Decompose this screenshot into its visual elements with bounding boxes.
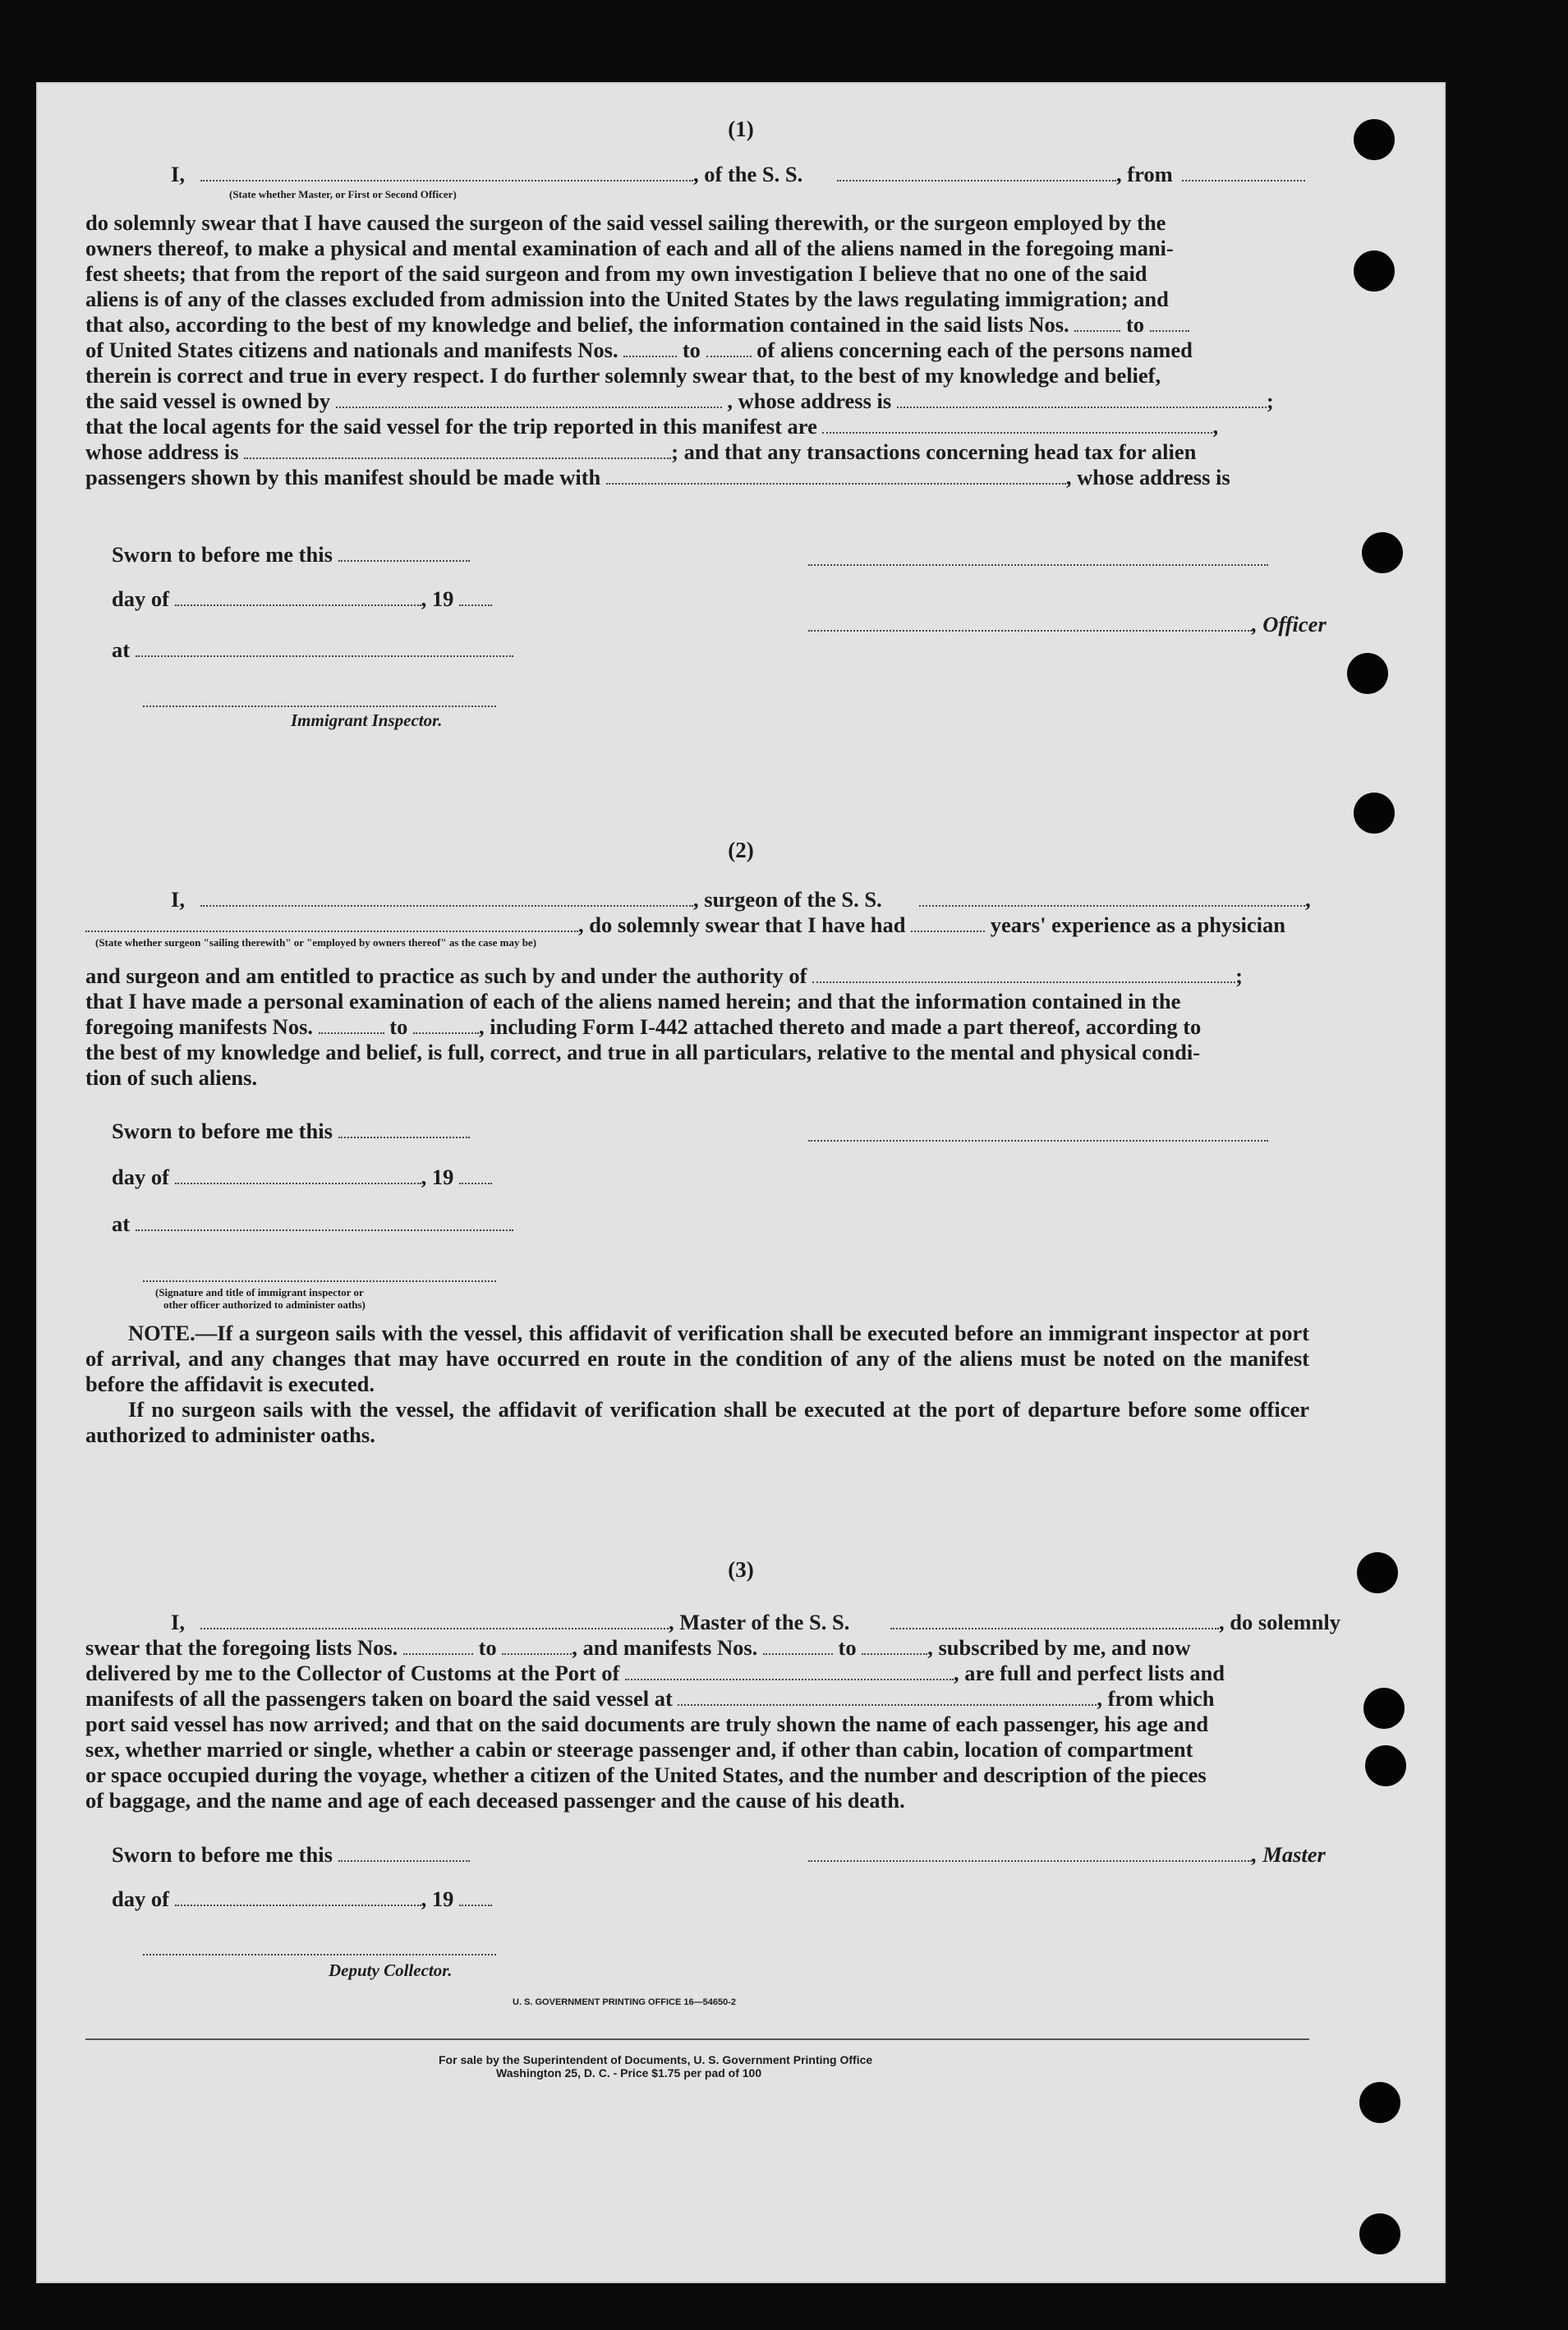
s2-p-line2: that I have made a personal examination of each of the aliens named herein; and that the information contained in the	[85, 989, 1181, 1013]
s1-p-line11: passengers shown by this manifest should be made with , whose address is	[85, 465, 1230, 489]
s3-manifests-from-field[interactable]	[763, 1635, 833, 1655]
s3-port-field[interactable]	[625, 1661, 954, 1680]
s1-officer-name-field[interactable]	[200, 162, 693, 182]
punch-hole	[1363, 1688, 1405, 1729]
s3-line8: of baggage, and the name and age of each deceased passenger and the cause of his death.	[85, 1788, 905, 1813]
s1-at-field[interactable]	[136, 637, 513, 657]
s2-at-line: at	[112, 1211, 1336, 1237]
s2-p-line5: tion of such aliens.	[85, 1065, 258, 1090]
punch-hole	[1362, 532, 1403, 573]
s1-inspector-label: Immigrant Inspector.	[291, 710, 443, 730]
s2-p-line3: foregoing manifests Nos. to , including Form I-442 attached thereto and made a part thereof, according to	[85, 1014, 1202, 1039]
s1-i-label: I,	[171, 162, 185, 186]
s2-sworn-line: Sworn to before me this	[112, 1119, 1336, 1144]
form-page: (1) I, , of the S. S. , from (State whether Master, or First or Second Officer) do solemnly swear that I have caused the surgeon of the said vessel sailing therewith, or the surgeon employed by the owners thereof, to make a physical and mental examination of each and all of the aliens named in the foregoing mani- fest sheets; that from the report of the said surgeon and from my own investigation I believe that no one of the said aliens is of any of the classes excluded from admission into the United States by the laws regulating immigration; and that also, according to the best of my knowledge and belief, the information contained in the said lists Nos. to of United States citizens and nationals and manifests Nos. to of aliens concerning each of the persons named therein is correct and true in every respect. I do further solemnly swear that, to the best of my knowledge and belief, the said vessel is owned by , whose address is ; that the local agents for the said vessel for the trip reported in this manifest are , whose address is ; and that any transactions concerning head tax for alien passengers shown by this manifest should be made with , whose address is Sworn to before me this day of , 19 , Officer at Immigrant Inspector. (2) I, , surgeon of the S. S. , , do solemnly swear that I have had years' experience as a physician (State whether surgeon "sailing therewith" or "employed by owners thereof" as the case may be) and surgeon and am entitled to practice as such by and under the authority of ; that I have made a personal examination of each of the aliens named herein; and that the information contained in the foregoing manifests Nos. to , including Form I-442 attached thereto and made a part thereof, according to the best of my knowledge and belief, is full, correct, and true in all particulars, relative to the mental and physical condi- tion of such aliens. Sworn to before me this day of , 19 at (Signature and title of immigrant inspector or other officer authorized to administer oaths) NOTE.—If a surgeon sails with the vessel, this affidavit of verification shall be executed before an immigrant inspector at port of arrival, and any changes that may have occurred en route in the condition of any of the aliens must be noted on the manifest before the affidavit is executed. If no surgeon sails with the vessel, the affidavit of verification shall be executed at the port of departure before some officer authorized to administer oaths. (3) I, , Master of the S. S. , do solemnly swear that the foregoing lists Nos. to , and manifests Nos. to , subscribed by me, and now delivered by me to the Collector of Customs at the Port of , are full and perfect lists and manifests of all the passengers taken on board the said vessel at , from which port said vessel has now arrived; and that on the said documents are truly shown the name of each passenger, his age and sex, whether married or single, whether a cabin or steerage passenger and, if other than cabin, location of compartment or space occupied during the voyage, whether a citizen of the United States, and the number and description of the pieces of baggage, and the name and age of each deceased passenger and the cause of his death. Sworn to before me this , Master day of , 19 Deputy Collector. U. S. GOVERNMENT PRINTING OFFICE 16—54650-2 For sale by the Superintendent of Documents, U. S. Government Printing Office Washington 25, D. C. - Price $1.75 per pad of 100	[36, 82, 1446, 2283]
section-3-number: (3)	[728, 1557, 754, 1582]
s3-master-name-field[interactable]	[200, 1610, 669, 1629]
s2-day-field[interactable]	[175, 1165, 421, 1184]
s2-note-1: NOTE.—If a surgeon sails with the vessel, this affidavit of verification shall be executed before an immigrant inspector at port of arrival, and any changes that may have occurred en route in the condition of any of the aliens must be noted on the manifest before the affidavit is executed.	[85, 1321, 1309, 1396]
s1-state-master-note: (State whether Master, or First or Second Officer)	[229, 188, 457, 200]
s3-deputy-sign-line[interactable]	[143, 1952, 496, 1955]
s1-p-line6: of United States citizens and nationals and manifests Nos. to of aliens concerning each of the persons named	[85, 338, 1193, 362]
s1-from-field[interactable]	[1182, 162, 1305, 182]
s3-sworn-date-field[interactable]	[338, 1842, 470, 1862]
punch-hole	[1365, 1745, 1406, 1786]
s2-day-line: day of , 19	[112, 1165, 1336, 1190]
punch-hole	[1354, 119, 1395, 160]
s1-lists-from-field[interactable]	[1074, 312, 1120, 332]
s2-year-field[interactable]	[459, 1165, 492, 1184]
s1-p-line10: whose address is ; and that any transactions concerning head tax for alien	[85, 439, 1197, 464]
s3-year-field[interactable]	[459, 1887, 492, 1906]
s3-day-field[interactable]	[175, 1887, 421, 1906]
s3-deputy-label: Deputy Collector.	[329, 1960, 453, 1980]
s1-at-line: at	[112, 637, 1336, 663]
s1-officer-sign-line-upper[interactable]	[808, 563, 1268, 566]
s1-year-field[interactable]	[459, 586, 492, 606]
punch-hole	[1357, 1552, 1398, 1593]
s1-p-line4: aliens is of any of the classes excluded from admission into the United States by the laws regulating immigration; and	[85, 287, 1169, 311]
footer-rule	[85, 2038, 1309, 2040]
s2-sailing-status-field[interactable]	[85, 912, 578, 932]
footer-sale-2: Washington 25, D. C. - Price $1.75 per pad of 100	[496, 2066, 762, 2080]
s1-of-the-ss-label: , of the S. S.	[693, 162, 803, 186]
s3-line5: port said vessel has now arrived; and that on the said documents are truly shown the name of each passenger, his age and	[85, 1712, 1209, 1736]
s2-manifests-to-field[interactable]	[413, 1014, 479, 1034]
punch-hole	[1354, 793, 1395, 834]
s2-note-2: If no surgeon sails with the vessel, the affidavit of verification shall be executed at the port of departure before some officer authorized to administer oaths.	[85, 1397, 1309, 1447]
s2-p-line4: the best of my knowledge and belief, is full, correct, and true in all particulars, relative to the mental and physical condi-	[85, 1040, 1201, 1064]
s3-lists-from-field[interactable]	[403, 1635, 473, 1655]
punch-hole	[1359, 2213, 1400, 2254]
s2-surgeon-name-field[interactable]	[200, 887, 693, 907]
s1-p-line8: the said vessel is owned by , whose address is ;	[85, 388, 1274, 413]
s1-manifests-from-field[interactable]	[623, 338, 677, 357]
s1-p-line5: that also, according to the best of my knowledge and belief, the information contained in the said lists Nos. to	[85, 312, 1309, 338]
footer-sale-1: For sale by the Superintendent of Documents, U. S. Government Printing Office	[439, 2053, 873, 2066]
s1-p-line3: fest sheets; that from the report of the said surgeon and from my own investigation I believe that no one of the said	[85, 261, 1147, 286]
s1-p-line9: that the local agents for the said vessel for the trip reported in this manifest are ,	[85, 414, 1219, 439]
s2-surgeon-sign-line[interactable]	[808, 1138, 1268, 1142]
s1-officer-line: , Officer	[808, 612, 1317, 637]
s1-inspector-sign-line[interactable]	[143, 704, 496, 707]
section-2-number: (2)	[728, 838, 754, 862]
s1-p-line1: do solemnly swear that I have caused the surgeon of the said vessel sailing therewith, or the surgeon employed by the	[85, 210, 1166, 235]
s3-sworn-line: Sworn to before me this	[112, 1842, 1336, 1868]
s1-lists-to-field[interactable]	[1150, 312, 1189, 332]
s1-agents-field[interactable]	[822, 414, 1212, 434]
s1-vessel-field[interactable]	[837, 162, 1116, 182]
s3-day-line: day of , 19	[112, 1887, 1336, 1912]
punch-hole	[1359, 2082, 1400, 2123]
s1-agents-address-field[interactable]	[244, 439, 671, 459]
s2-state-surgeon-note: (State whether surgeon "sailing therewith" or "employed by owners thereof" as the case may be)	[95, 936, 537, 949]
s2-line2: , do solemnly swear that I have had years' experience as a physician	[85, 912, 1309, 938]
s3-master-line: , Master	[808, 1842, 1317, 1868]
s2-manifests-from-field[interactable]	[319, 1014, 384, 1034]
gpo-imprint: U. S. GOVERNMENT PRINTING OFFICE 16—54650-2	[513, 1997, 737, 2007]
s3-departure-field[interactable]	[678, 1686, 1097, 1706]
s2-sig-note-2: other officer authorized to administer oaths)	[163, 1298, 366, 1311]
s1-p-line2: owners thereof, to make a physical and mental examination of each and all of the aliens named in the foregoing mani-	[85, 236, 1174, 260]
s2-sworn-date-field[interactable]	[338, 1119, 470, 1138]
s2-at-field[interactable]	[136, 1211, 513, 1231]
s3-line7: or space occupied during the voyage, whether a citizen of the United States, and the number and description of the pieces	[85, 1762, 1207, 1787]
s3-line4: manifests of all the passengers taken on board the said vessel at , from which	[85, 1686, 1215, 1711]
s3-line2: swear that the foregoing lists Nos. to , and manifests Nos. to , subscribed by me, and now	[85, 1635, 1191, 1660]
s1-officer-sign-field[interactable]	[808, 612, 1252, 632]
s3-line3: delivered by me to the Collector of Customs at the Port of , are full and perfect lists and	[85, 1661, 1225, 1685]
punch-hole	[1354, 250, 1395, 292]
s2-sig-note-1: (Signature and title of immigrant inspector or	[155, 1286, 364, 1298]
s3-line6: sex, whether married or single, whether a cabin or steerage passenger and, if other than cabin, location of compartment	[85, 1737, 1193, 1762]
s1-day-line: day of , 19	[112, 586, 1336, 612]
s1-headtax-field[interactable]	[606, 465, 1066, 485]
s1-manifests-to-field[interactable]	[706, 338, 752, 357]
s2-p-line1: and surgeon and am entitled to practice as such by and under the authority of ;	[85, 963, 1243, 988]
punch-hole	[1347, 653, 1388, 694]
s2-years-field[interactable]	[911, 912, 985, 932]
s3-lists-to-field[interactable]	[502, 1635, 572, 1655]
s2-inspector-sign-line[interactable]	[143, 1279, 496, 1282]
s3-master-sign-field[interactable]	[808, 1842, 1252, 1862]
s3-vessel-field[interactable]	[890, 1610, 1219, 1629]
s1-owner-field[interactable]	[336, 388, 722, 408]
s1-sworn-date-field[interactable]	[338, 542, 470, 562]
s1-owner-address-field[interactable]	[897, 388, 1267, 408]
s1-p-line7: therein is correct and true in every respect. I do further solemnly swear that, to the best of my knowledge and belief,	[85, 363, 1161, 388]
s2-vessel-field[interactable]	[919, 887, 1305, 907]
s3-manifests-to-field[interactable]	[862, 1635, 927, 1655]
s1-sworn-line: Sworn to before me this	[112, 542, 1336, 568]
s1-day-field[interactable]	[175, 586, 421, 606]
s2-authority-field[interactable]	[812, 963, 1235, 983]
s1-from-label: , from	[1116, 162, 1173, 186]
section-1-number: (1)	[728, 117, 754, 141]
